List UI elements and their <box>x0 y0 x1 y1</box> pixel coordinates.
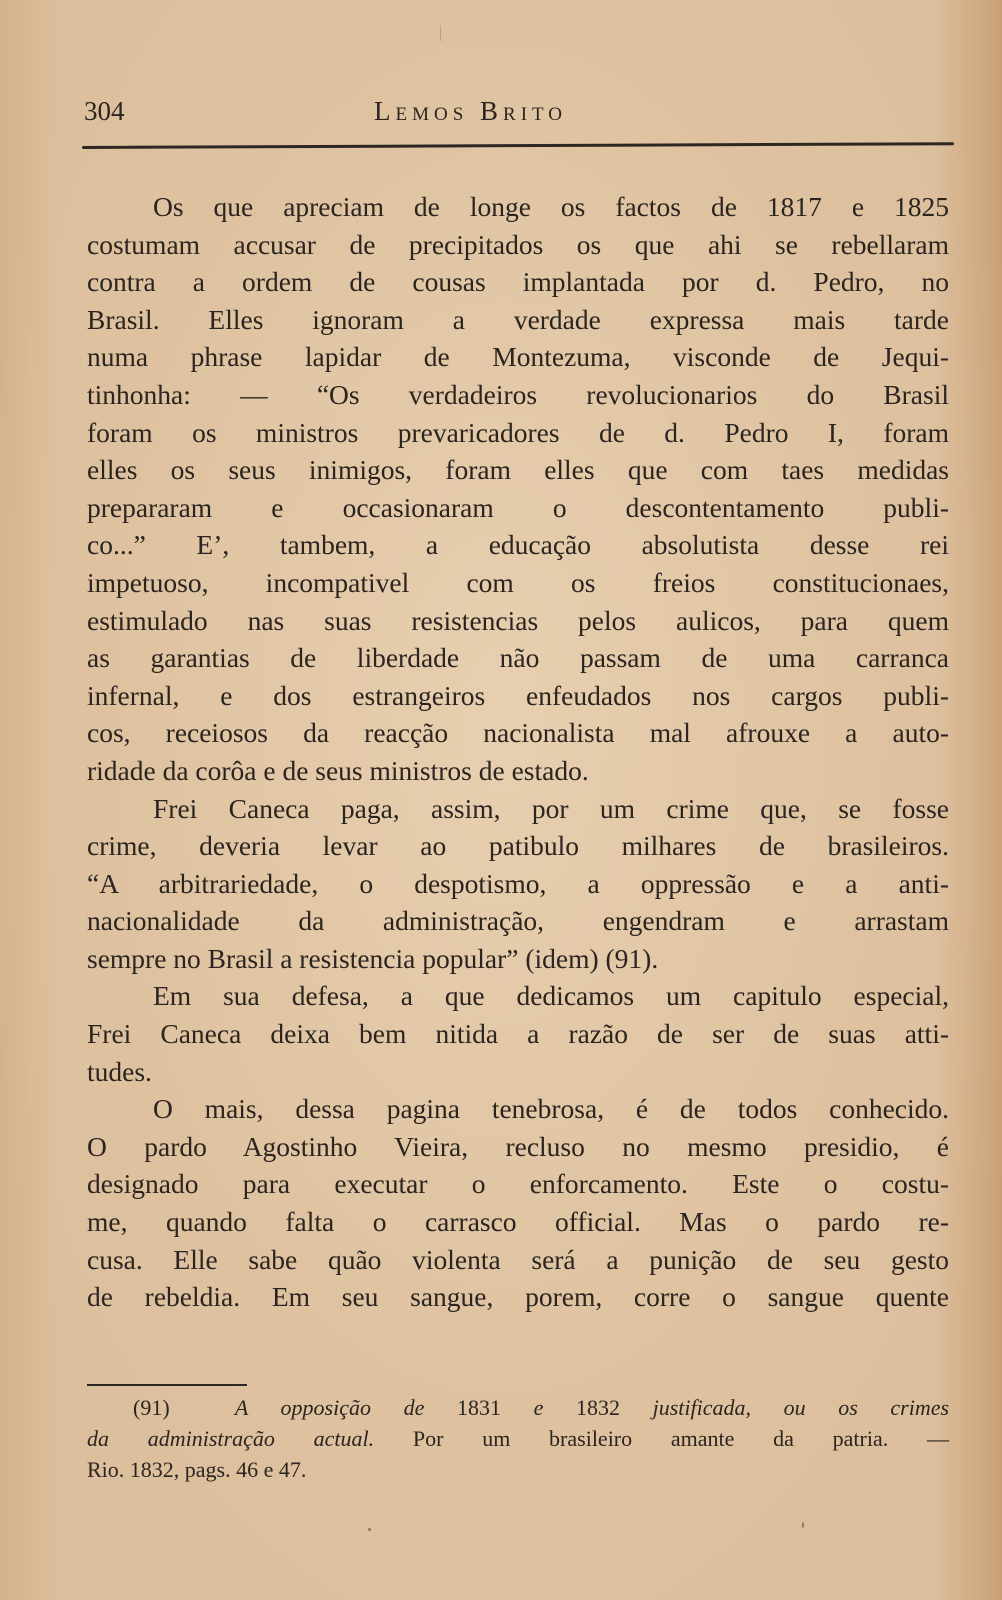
text-line: Frei Caneca deixa bem nitida a razão de ser de suas atti- <box>87 1018 949 1050</box>
footnotes <box>87 1392 949 1485</box>
text-line: tinhonha: — “Os verdadeiros revolucionarios do Brasil <box>87 378 949 410</box>
footnote-title-italic: A opposição de <box>234 1395 425 1420</box>
footnote-rule <box>87 1384 247 1386</box>
text-line: Brasil. Elles ignoram a verdade expressa mais tarde <box>87 303 949 335</box>
paper-speck <box>368 1528 371 1531</box>
text-line: O pardo Agostinho Vieira, recluso no mesmo presidio, é <box>87 1130 949 1162</box>
paragraph <box>87 790 949 978</box>
header-rule <box>82 142 954 149</box>
text-line: cusa. Elle sabe quão violenta será a punição de seu gesto <box>87 1243 949 1275</box>
footnote-line: Rio. 1832, pags. 46 e 47. <box>87 1457 307 1482</box>
footnote-title-italic: e <box>533 1395 544 1420</box>
text-line: elles os seus inimigos, foram elles que com taes medidas <box>87 454 949 486</box>
paragraph <box>87 188 949 790</box>
text-line: O mais, dessa pagina tenebrosa, é de todos conhecido. <box>153 1093 949 1125</box>
text-line: Os que apreciam de longe os factos de 1817 e 1825 <box>153 191 949 222</box>
footnote-text: Por um brasileiro amante da patria. — <box>412 1426 950 1451</box>
text-line: nacionalidade da administração, engendram e arrastam <box>87 905 949 937</box>
page-number: 304 <box>84 96 125 126</box>
text-line: costumam accusar de precipitados os que ahi se rebellaram <box>87 228 949 260</box>
text-line: co...” E’, tambem, a educação absolutista desse rei <box>87 529 949 561</box>
text-line: me, quando falta o carrasco official. Mas o pardo re- <box>87 1206 949 1238</box>
footnote-line <box>87 1423 949 1454</box>
text-line: Frei Caneca paga, assim, por um crime que, se fosse <box>153 792 949 824</box>
running-title: Lemos Brito <box>374 96 568 126</box>
text-line: de rebeldia. Em seu sangue, porem, corre o sangue quente <box>87 1281 949 1313</box>
text-line: numa phrase lapidar de Montezuma, visconde de Jequi- <box>87 341 949 373</box>
text-line: sempre no Brasil a resistencia popular” (idem) (91). <box>87 942 659 974</box>
text-line: prepararam e occasionaram o descontentamento publi- <box>87 491 949 523</box>
paragraph <box>87 977 949 1090</box>
footnote-year: 1832 <box>576 1395 620 1420</box>
text-line: designado para executar o enforcamento. Este o costu- <box>87 1168 949 1200</box>
text-line: tudes. <box>87 1055 152 1087</box>
text-line: “A arbitrariedade, o despotismo, a oppressão e a anti- <box>87 867 949 899</box>
text-line: crime, deveria levar ao patibulo milhares de brasileiros. <box>87 830 949 862</box>
running-head <box>84 96 954 136</box>
text-line: ridade da corôa e de seus ministros de estado. <box>87 754 589 786</box>
footnote-year: 1831 <box>456 1395 501 1420</box>
footnote-title-italic: justificada, ou os crimes <box>652 1395 950 1420</box>
text-line: impetuoso, incompativel com os freios constitucionaes, <box>87 566 949 598</box>
footnote-91 <box>87 1392 949 1485</box>
paragraph <box>87 1090 949 1316</box>
body-text <box>87 188 949 1316</box>
footnote-line <box>87 1392 949 1423</box>
paper-speck <box>440 24 441 42</box>
text-line: cos, receiosos da reacção nacionalista mal afrouxe a auto- <box>87 717 949 749</box>
text-line: foram os ministros prevaricadores de d. Pedro I, foram <box>87 416 949 448</box>
text-line: infernal, e dos estrangeiros enfeudados nos cargos publi- <box>87 679 949 711</box>
text-line: estimulado nas suas resistencias pelos aulicos, para quem <box>87 604 949 636</box>
text-line: contra a ordem de cousas implantada por d. Pedro, no <box>87 266 949 298</box>
text-line: as garantias de liberdade não passam de uma carranca <box>87 642 949 674</box>
footnote-title-italic: da administração actual. <box>87 1426 375 1451</box>
paper-speck <box>802 1522 804 1528</box>
footnote-marker: (91) <box>133 1395 170 1420</box>
text-line: Em sua defesa, a que dedicamos um capitulo especial, <box>153 980 949 1012</box>
